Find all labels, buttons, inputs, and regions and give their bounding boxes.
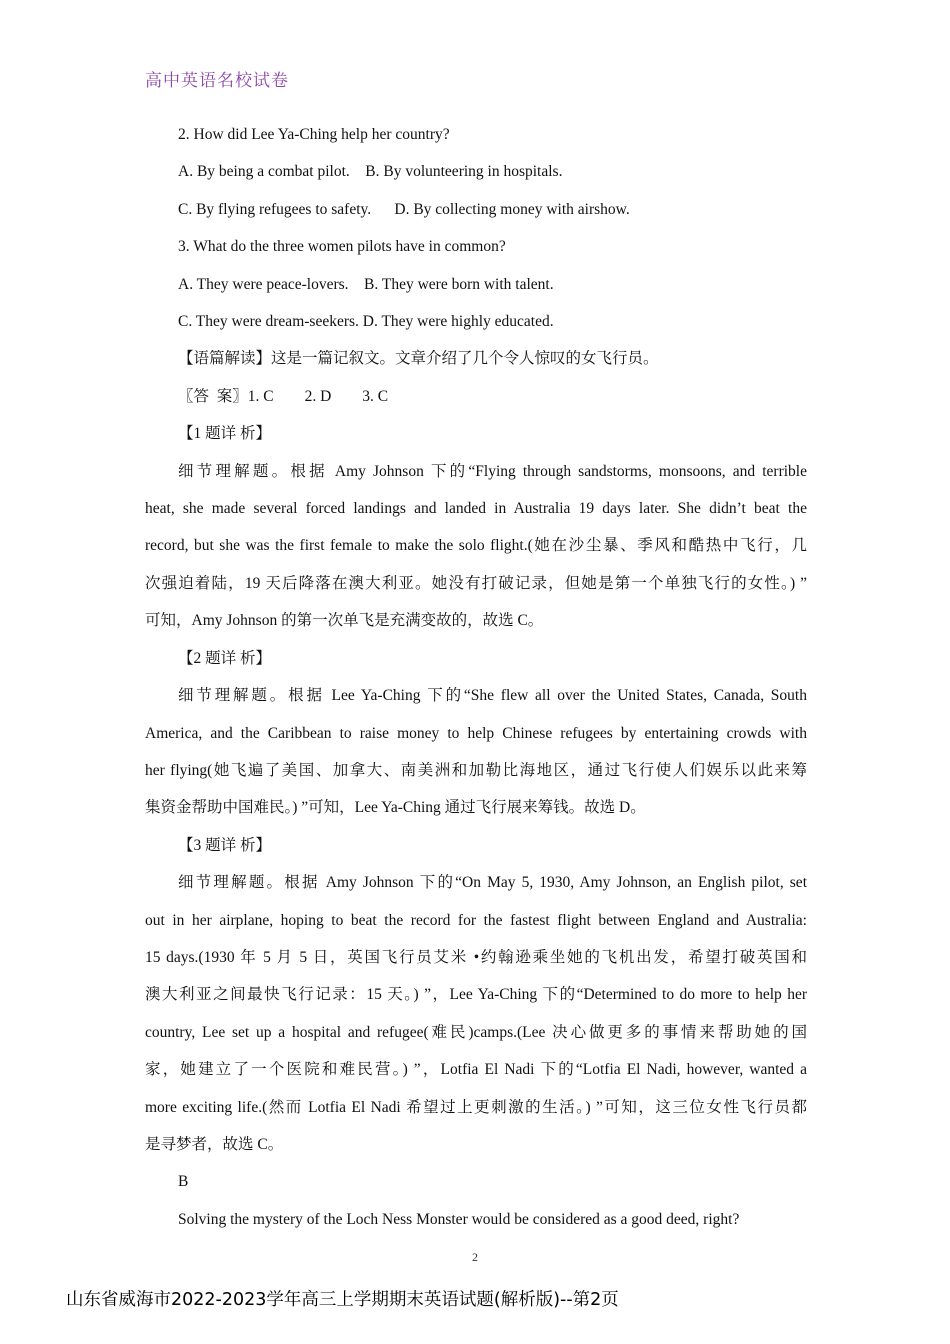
footer-caption: 山东省威海市2022-2023学年高三上学期期末英语试题(解析版)--第2页 <box>66 1290 619 1310</box>
detail-3-line: 15 days.(1930 年 5 月 5 日，英国飞行员艾米 •约翰逊乘坐她的飞机出发，希望打破英国和 <box>145 948 807 966</box>
detail-3-line: 家，她建立了一个医院和难民营。) ”，Lotfia El Nadi 下的“Lotfia El Nadi, however, wanted a <box>145 1061 807 1079</box>
question-2-options-cd: C. By flying refugees to safety. D. By collecting money with airshow. <box>178 200 630 218</box>
detail-2-line: America, and the Caribbean to raise money to help Chinese refugees by entertaining crowds with <box>145 724 807 742</box>
section-b-label: B <box>178 1173 189 1191</box>
passage-summary: 【语篇解读】这是一篇记叙文。文章介绍了几个令人惊叹的女飞行员。 <box>178 350 659 368</box>
question-3-options-cd: C. They were dream-seekers. D. They were highly educated. <box>178 313 554 331</box>
detail-2-line: 集资金帮助中国难民。) ”可知，Lee Ya-Ching 通过飞行展来筹钱。故选 D。 <box>145 799 646 817</box>
detail-1-line: 细节理解题。根据 Amy Johnson 下的“Flying through sandstorms, monsoons, and terrible <box>178 462 807 480</box>
detail-1-line: 可知，Amy Johnson 的第一次单飞是充满变故的，故选 C。 <box>145 612 544 630</box>
page-number: 2 <box>472 1250 478 1264</box>
question-3-stem: 3. What do the three women pilots have in common? <box>178 238 506 256</box>
answer-key: 〖答 案〗1. C 2. D 3. C <box>178 387 389 405</box>
detail-3-heading: 【3 题详 析】 <box>178 836 272 854</box>
detail-1-heading: 【1 题详 析】 <box>178 425 272 443</box>
detail-1-line: 次强迫着陆，19 天后降落在澳大利亚。她没有打破记录，但她是第一个单独飞行的女性。) ” <box>145 574 807 592</box>
detail-2-line: her flying(她飞遍了美国、加拿大、南美洲和加勒比海地区，通过飞行使人们娱乐以此来筹 <box>145 761 807 779</box>
question-2-stem: 2. How did Lee Ya-Ching help her country? <box>178 126 450 143</box>
section-b-first-line: Solving the mystery of the Loch Ness Monster would be considered as a good deed, right? <box>178 1210 740 1228</box>
detail-3-line: 澳大利亚之间最快飞行记录：15 天。) ”，Lee Ya-Ching 下的“Determined to do more to help her <box>145 986 807 1004</box>
question-2-options-ab: A. By being a combat pilot. B. By volunteering in hospitals. <box>178 163 563 181</box>
detail-2-heading: 【2 题详 析】 <box>178 649 272 667</box>
detail-1-line: heat, she made several forced landings and landed in Australia 19 days later. She didn’t beat the <box>145 500 807 518</box>
page-header: 高中英语名校试卷 <box>145 71 289 91</box>
detail-3-line: country, Lee set up a hospital and refugee(难民)camps.(Lee 决心做更多的事情来帮助她的国 <box>145 1023 807 1041</box>
question-3-options-ab: A. They were peace-lovers. B. They were born with talent. <box>178 275 554 293</box>
detail-3-line: 细节理解题。根据 Amy Johnson 下的“On May 5, 1930, Amy Johnson, an English pilot, set <box>178 874 807 892</box>
detail-1-line: record, but she was the first female to make the solo flight.(她在沙尘暴、季风和酷热中飞行，几 <box>145 537 807 555</box>
detail-3-line: out in her airplane, hoping to beat the record for the fastest flight between England and Australia: <box>145 911 807 929</box>
document-body <box>145 116 807 1238</box>
detail-3-line: more exciting life.(然而 Lotfia El Nadi 希望过上更刺激的生活。) ”可知，这三位女性飞行员都 <box>145 1098 807 1116</box>
detail-3-line: 是寻梦者，故选 C。 <box>145 1135 284 1153</box>
detail-2-line: 细节理解题。根据 Lee Ya-Ching 下的“She flew all over the United States, Canada, South <box>178 687 807 705</box>
